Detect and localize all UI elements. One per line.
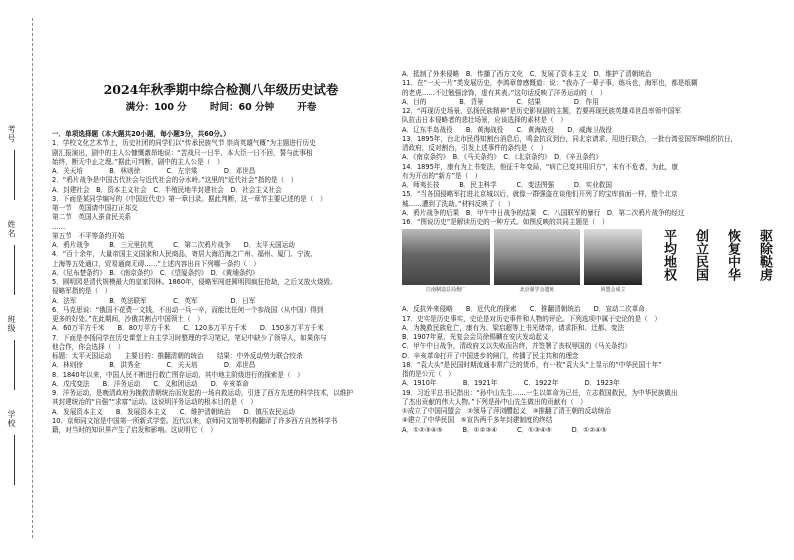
question-line: 标题：太平天国运动 主要目的：推翻清朝的统治 结果：中外反动势力联合绞杀 (52, 352, 303, 360)
question-line: A．目的 B．背景 C．结果 D．作用 (402, 97, 599, 106)
question-line: A．辽东半岛战役 B．黄海战役 C．黄海战役 D．威海卫战役 (402, 125, 612, 134)
photo-caption: 同盟会成立 (600, 287, 626, 293)
question-line: A．师夷长技 B．民主科学 C．变法图强 D．实业救国 (402, 181, 612, 189)
question-line: A．①②③④⑤ B．①②③④ C．①③④⑤ D．①②④⑤ (402, 425, 607, 434)
question-line: 第二节 英国人蚕食民关系 (52, 213, 132, 222)
question-line: D．辛亥革命打开了中国进步的闸门，传播了民主共和的理念 (402, 351, 579, 360)
question-line: 3．下面是某同学编写的《中国近代史》第一章目录。据此判断，这一章节主要记述的是（ ） (52, 194, 327, 203)
name-label: 姓名 (7, 220, 16, 238)
question-line: ①成立了中国同盟会 ②领导了萍浏醴起义 ③推翻了清王朝的反动统治 (402, 407, 611, 415)
question-line: 19．习近平总书记指出：“孙中山先生……一生以革命为己任，立志救国救民，为中华民族做出 (402, 388, 678, 397)
name-blank[interactable] (14, 245, 15, 295)
question-line: A．反抗外来侵略 B．近代化的探索 C．推翻清朝统治 D．宣动二次革命 (402, 305, 645, 314)
question-line: A．抵制了外来侵略 B．传播了西方文化 C．发展了资本主义 D．维护了清朝统治 (402, 70, 652, 78)
question-line: C．甲午中日战争，清政府又以失败而告终，并签署了丧权辱国的《马关条约》 (402, 342, 631, 351)
question-line: A．鸦片战争 B．三元里抗英 C．第二次鸦片战争 D．太平天国运动 (52, 241, 295, 249)
right-column (402, 70, 774, 435)
class-blank[interactable] (14, 340, 15, 390)
question-line: 有为开出的“新方”是（ ） (402, 171, 482, 180)
question-line: 籍，对当时的知识界产生了启发和影响。这说明它（ ） (52, 426, 217, 434)
question-line: 14．1895年，康有为上书变法，他征千年变局，“病亡已变其用旧方”，末有不危者，为此，康 (402, 162, 678, 171)
school-blank[interactable] (14, 435, 15, 485)
question-line: 8．1840年以来，中国人民不断进行救亡图存运动，其中地主阶级进行的探索是（ ） (52, 370, 304, 379)
question-line: 了杰出贡献的伟大人物。”下列是孙中山先生做出的贡献有（ ） (402, 397, 587, 406)
question-line: 2．“鸦片战争是中国古代社会与近代社会的分水岭。”这里的“近代社会”指的是（ ） (52, 176, 298, 185)
question-line: 9．洋务运动，是晚清政府为挽救清朝统治而发起的一场自救运动，引进了西方先进的科学技术，以维护 (52, 389, 353, 397)
question-line: 15．“当各国侵略军打进北京城以后，就像一群强盗在谈他们开列了的宝库前面一样，整个北京 (402, 190, 678, 199)
exam-title: 2024年秋季期中综合检测八年级历史试卷 (103, 82, 339, 97)
question-line: 7．下面是李扬同学在历史课堂上自主学习时整理的学习笔记，笔记中缺少了领导人，如果你与 (52, 333, 327, 342)
question-line: 10．京师同文馆是中国第一所新式学堂。近代以来，京师同文馆等机构翻译了许多西方自然科学书 (52, 416, 338, 425)
question-line: 队抗击日本侵略者的悲壮场景，应该选择的素材是（ ） (402, 116, 567, 125)
questions-16-19 (402, 305, 774, 435)
full-score: 满分：100 分 (125, 102, 187, 113)
question-line: 6．马克思说：“俄国不花费一文钱，不出动一兵一卒，而能比任何一个参战国（从中国）得到 (52, 305, 324, 314)
photo-caption: 江南制造总局炮厂 (425, 287, 466, 293)
picture-group (402, 229, 774, 303)
question-line: A．林则徐 B．洪秀全 C．关天培 D．邓世昌 (52, 361, 256, 370)
photo-caption: 北京强学会遗址 (519, 287, 555, 293)
revolutionary-slogan (648, 229, 772, 293)
question-line: 16．“图说历史”是解读历史的一种方式。如图反映的共同主题是（ ） (402, 218, 609, 226)
slogan-column: 驱除鞑虏 (757, 229, 772, 282)
question-line: 剧汇报演出，剧中的主人公慷慨激昂地说：“苦战只一日半，本大臣一日不回，誓与此事相 (52, 148, 313, 157)
question-line: 他合作，你会选择（ ） (52, 342, 125, 351)
question-line: 5．圆明园是清代规模最大的皇家园林。1860年，侵略军闯进圆明园疯狂抢劫，之后又放火烧毁。 (52, 278, 337, 286)
question-line: 的老虎……不过勉强涂饰，虚有其表。”这句话反映了洋务运动的（ ） (402, 88, 607, 97)
exam-mode: 开卷 (297, 102, 317, 113)
question-line: 4．“百十余年，大量帝国主义国家和人民商品，寄居大海沿海之广州、福州、厦门、宁波、 (52, 250, 317, 259)
class-label: 班级 (7, 315, 16, 333)
question-line: A．鸦片战争的后果 B．甲午中日战争的结果 C．八国联军的暴行 D．第二次鸦片战争的经过 (402, 208, 685, 217)
school-label: 学校 (7, 410, 16, 428)
slogan-column: 创立民国 (693, 229, 708, 282)
question-line: A．60万平方千米 B．80万平方千米 C．120多万平方千米 D．150多万平方千米 (52, 324, 324, 333)
question-line: ④建立了中华民国 ⑤宣告两千多年封建制度的终结 (402, 416, 553, 425)
question-line: …… (52, 222, 66, 231)
question-line: 清政府，反对割台，引发上述事件的条约是（ ） (402, 144, 548, 152)
question-line: 始终，断无中止之理。”据此可判断，剧中的主人公是（ ） (52, 157, 224, 166)
study-society-photo (494, 229, 580, 293)
arsenal-photo (402, 229, 490, 293)
question-line: 11．在“一天一片”类发展历史，李鸿章曾感慨道：说：“我办了一辈子事，练兵也，海军也，都是纸糊 (402, 79, 698, 88)
question-line: A．关天培 B．林则徐 C．左宗棠 D．邓世昌 (52, 167, 256, 175)
question-line: A．为挽救民族危亡，康有为、梁启超等上书光绪帝，请求拒和、迁都、变法 (402, 323, 625, 332)
left-column (52, 130, 390, 435)
question-line: 上海等五处通口，贸易通商无碍……”上述内容出自下列哪一条约（ ） (52, 259, 260, 268)
questions-10-16 (402, 70, 774, 227)
question-line: A．1910年 B．1921年 C．1922年 D．1923年 (402, 379, 620, 388)
seal-line (32, 18, 33, 538)
question-line: A．法军 B．英法联军 C．英军 D．日军 (52, 296, 256, 305)
question-line: A．《南京条约》 B．《马关条约》 C．《北京条约》 D．《辛丑条约》 (402, 153, 603, 162)
question-line: A．戊戌变法 B．洋务运动 C．义和团运动 D．辛亥革命 (52, 379, 249, 388)
question-line: 侵略军指的是（ ） (52, 287, 112, 296)
question-line: A．《尼布楚条约》 B．《南京条约》 C．《望厦条约》 D．《黄埔条约》 (52, 268, 259, 277)
question-line: 1．学校文化艺术节上，历史社团的同学们以“传承民族气节 崇尚英雄气概”为主题进行历史 (52, 139, 316, 148)
question-line: 指的是公元（ ） (402, 370, 455, 378)
question-line: B．1907年夏，光复会会员徐锡麟在安庆发动起义 (402, 333, 549, 341)
question-line: 18．“袁大头”是民国时期流通非常广泛的货币，有一枚“袁大头”上显示的“中华民国十年” (402, 360, 662, 369)
question-line: 城……遭到了洗劫。”材料反映了（ ） (402, 199, 515, 208)
question-line: 17．史实是历史事实，史论是对历史事件和人物的评论。下列选项中属于史论的是（ ） (402, 314, 661, 323)
sun-yatsen-portrait (584, 229, 642, 293)
exam-number-label: 考号 (7, 125, 16, 143)
question-line: 一．单项选择题（本大题共20小题，每小题3分，共60分。） (52, 130, 230, 138)
question-line: 12．“再现历史场景，弘扬民族精神”是历史影视剧的主题，若要再现民族英雄邓世昌率领中国军 (402, 107, 681, 115)
question-line: 第一节 英国请中国打正邦交 (52, 204, 138, 212)
binding-margin (0, 0, 46, 560)
question-line: A．封建社会 B．资本主义社会 C．半殖民地半封建社会 D．社会主义社会 (52, 185, 282, 194)
question-line: 其封建统治的“自强”“求富”运动。这说明洋务运动的根本目的是（ ） (52, 398, 257, 407)
exam-meta (52, 99, 390, 113)
question-line: A．发展资本主义 B．发展资本主义 C．维护清朝统治 D．镇压农民运动 (52, 407, 295, 416)
question-line: 13．1895年，台北市民得知割台消息后，鸣金抗议到台，同北京请求，用进行联合，一批台湾爱国军绅组织抗日， (402, 134, 738, 143)
question-line: 第五节 不平等条约开始 (52, 231, 125, 240)
slogan-column: 平均地权 (661, 229, 676, 282)
time-limit: 时间：60 分钟 (210, 102, 275, 113)
question-line: 更多的好处。”在此期间，沙俄共割占中国领土（ ） (52, 315, 204, 323)
exam-number-blank[interactable] (14, 150, 15, 200)
slogan-column: 恢复中华 (725, 229, 740, 282)
